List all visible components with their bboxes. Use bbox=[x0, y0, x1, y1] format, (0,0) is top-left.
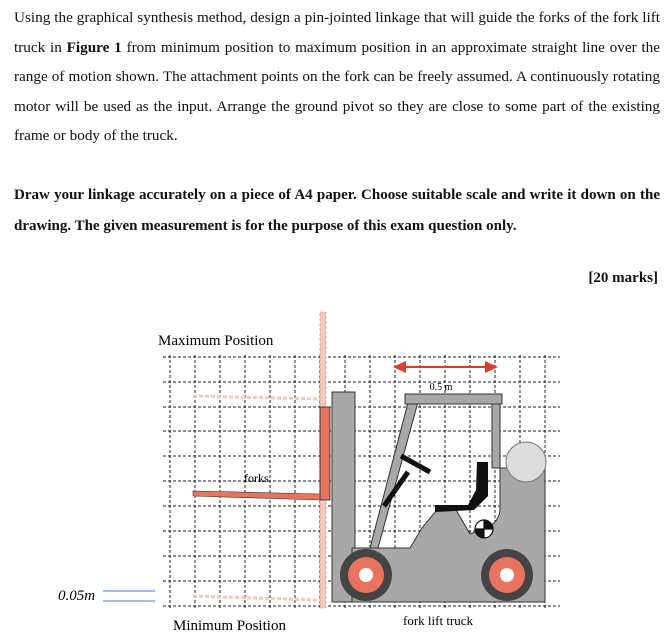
forklift-figure bbox=[0, 300, 671, 638]
scale-label: 0.05m bbox=[58, 588, 96, 604]
fork-max-position bbox=[193, 396, 320, 399]
question-paragraph-2: Draw your linkage accurately on a piece of A4 paper. Choose suitable scale and write it down on the drawing. The given measurement is for the purpose of this exam question only. bbox=[14, 187, 660, 234]
maximum-position-label: Maximum Position bbox=[158, 333, 274, 349]
forks-label: forks bbox=[244, 471, 269, 485]
marks-label: [20 marks] bbox=[588, 270, 658, 286]
rear-wheel bbox=[481, 549, 533, 601]
truck-label: fork lift truck bbox=[403, 613, 474, 628]
fork-min-position bbox=[193, 596, 320, 600]
tank bbox=[506, 442, 546, 482]
question-text-1a: Using the graphical synthesis method, design a pin-jointed linkage that will guide the forks of the fork lift truck in bbox=[14, 9, 660, 56]
mast bbox=[320, 407, 330, 500]
minimum-position-label: Minimum Position bbox=[173, 618, 286, 634]
fork bbox=[193, 491, 320, 500]
steering-wheel bbox=[401, 456, 430, 472]
seat bbox=[435, 462, 488, 512]
question-text-1b: from minimum position to maximum position in an approximate straight line over the range of motion shown. The attachment points on the fork can be freely assumed. A continuously rotating motor will be used as the input. Arrange the ground pivot so they are close to some part of the existing frame or body of the truck. bbox=[14, 38, 660, 144]
figure-reference: Figure 1 bbox=[66, 38, 122, 56]
question-paragraph-1 bbox=[14, 3, 660, 151]
front-wheel bbox=[340, 549, 392, 601]
dimension-label: 0.5 m bbox=[429, 382, 453, 393]
